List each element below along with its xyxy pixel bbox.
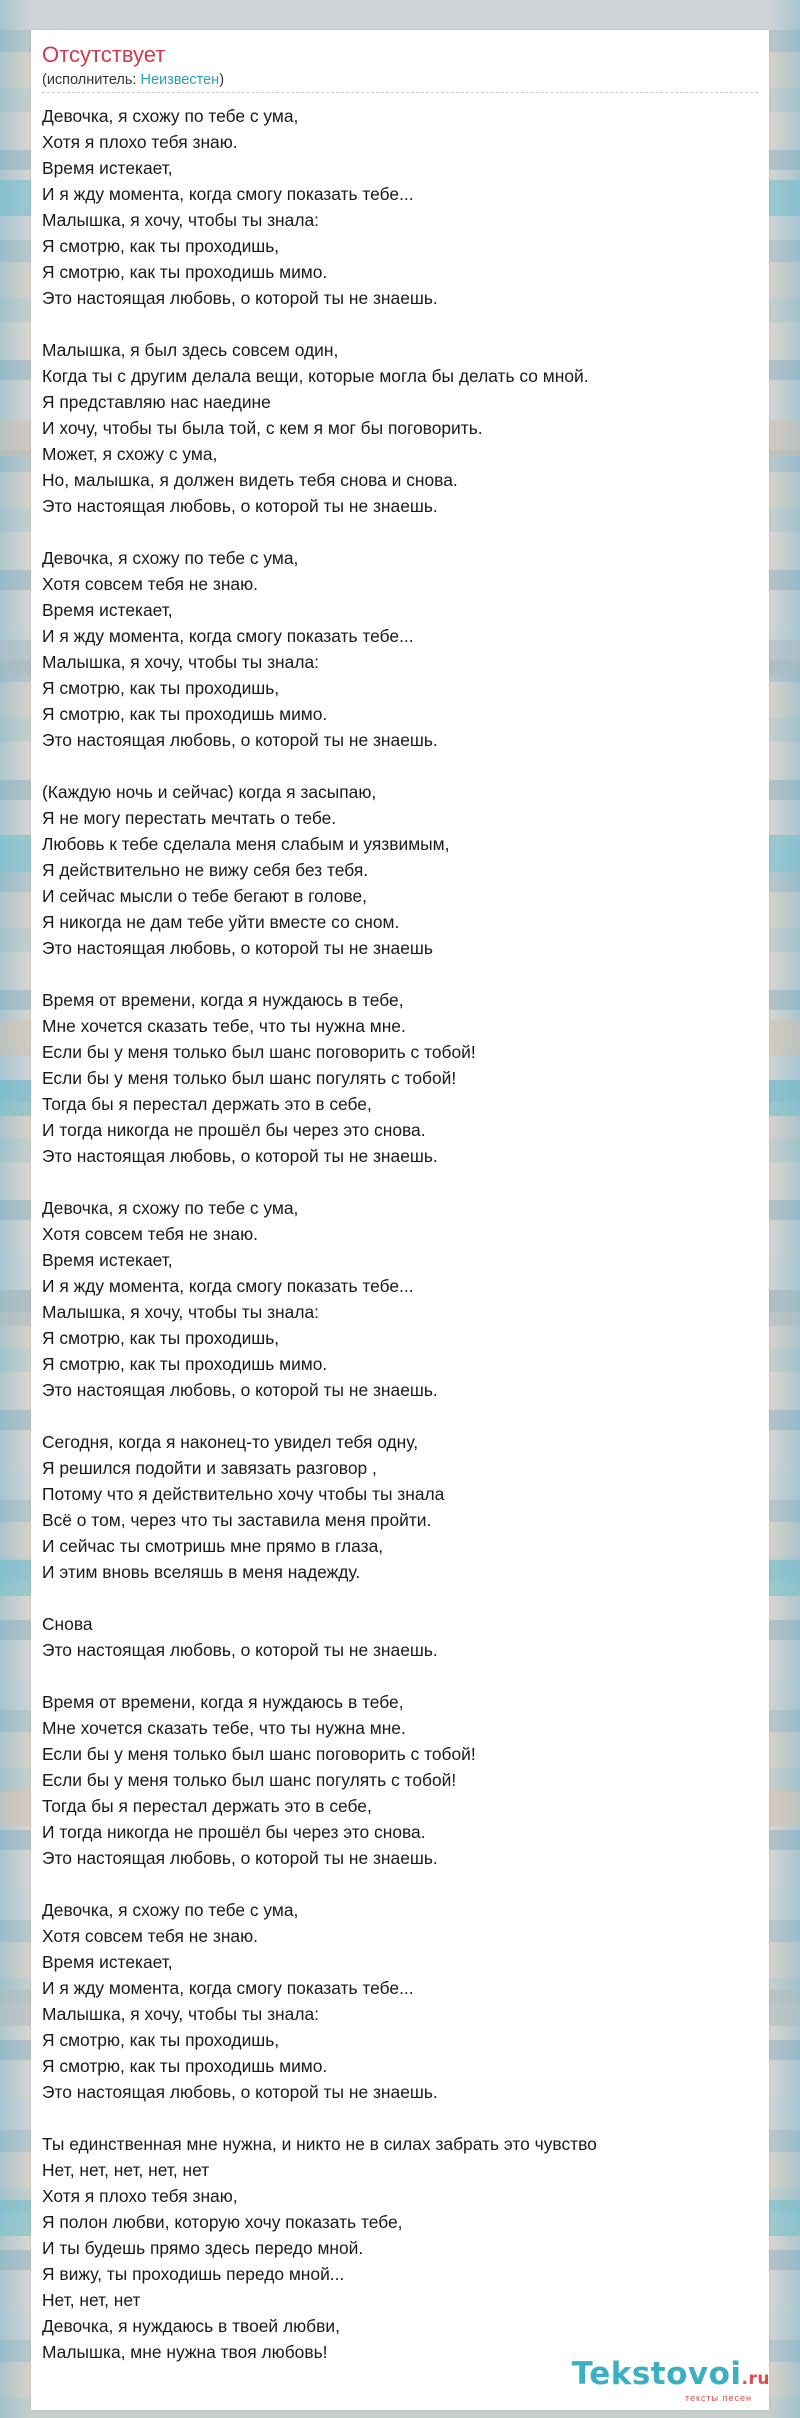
artist-prefix: (исполнитель: [42, 72, 141, 88]
lyric-line: Хотя совсем тебя не знаю. [42, 1926, 258, 1946]
lyric-line: Я действительно не вижу себя без тебя. [42, 860, 369, 880]
logo-wordmark [572, 2358, 770, 2395]
lyric-line: Девочка, я нуждаюсь в твоей любви, [42, 2316, 340, 2336]
lyrics-verse [42, 1195, 758, 1403]
lyric-line: Может, я схожу с ума, [42, 444, 218, 464]
lyric-line: Когда ты с другим делала вещи, которые могла бы делать со мной. [42, 366, 589, 386]
lyric-line: Малышка, я хочу, чтобы ты знала: [42, 1302, 319, 1322]
lyric-line: И я жду момента, когда смогу показать тебе... [42, 1978, 414, 1998]
lyrics-verse [42, 337, 758, 519]
lyric-line: Я смотрю, как ты проходишь мимо. [42, 704, 328, 724]
lyric-line: Я полон любви, которую хочу показать тебе, [42, 2212, 403, 2232]
lyric-line: Это настоящая любовь, о которой ты не знаешь. [42, 1146, 438, 1166]
lyrics-text [42, 103, 758, 2391]
lyric-line: Девочка, я схожу по тебе с ума, [42, 1198, 299, 1218]
lyric-line: Я представляю нас наедине [42, 392, 271, 412]
lyric-line: Малышка, мне нужна твоя любовь! [42, 2342, 328, 2362]
lyric-line: Я смотрю, как ты проходишь, [42, 2030, 280, 2050]
lyric-line: Я смотрю, как ты проходишь мимо. [42, 1354, 328, 1374]
song-title: Отсутствует [42, 42, 166, 67]
lyric-line: Время от времени, когда я нуждаюсь в тебе, [42, 1692, 404, 1712]
lyric-line: И хочу, чтобы ты была той, с кем я мог бы поговорить. [42, 418, 483, 438]
logo-tagline: тексты песен [684, 2393, 752, 2403]
lyric-line: И тогда никогда не прошёл бы через это снова. [42, 1120, 426, 1140]
lyric-line: Я решился подойти и завязать разговор , [42, 1458, 377, 1478]
lyric-line: Если бы у меня только был шанс погулять с тобой! [42, 1068, 457, 1088]
lyric-line: И этим вновь вселяшь в меня надежду. [42, 1562, 361, 1582]
lyric-line: И я жду момента, когда смогу показать тебе... [42, 184, 414, 204]
lyrics-verse [42, 1897, 758, 2105]
lyric-line: Хотя я плохо тебя знаю. [42, 132, 238, 152]
lyric-line: Мне хочется сказать тебе, что ты нужна мне. [42, 1016, 406, 1036]
lyric-line: И я жду момента, когда смогу показать тебе... [42, 626, 414, 646]
lyric-line: Малышка, я хочу, чтобы ты знала: [42, 2004, 319, 2024]
lyric-line: Ты единственная мне нужна, и никто не в силах забрать это чувство [42, 2134, 597, 2154]
lyric-line: Если бы у меня только был шанс поговорить с тобой! [42, 1744, 476, 1764]
lyrics-verse [42, 545, 758, 753]
lyric-line: Сегодня, когда я наконец-то увидел тебя одну, [42, 1432, 419, 1452]
lyric-line: Малышка, я был здесь совсем один, [42, 340, 339, 360]
lyric-line: Нет, нет, нет [42, 2290, 141, 2310]
lyrics-card [31, 30, 769, 2410]
lyric-line: И я жду момента, когда смогу показать тебе... [42, 1276, 414, 1296]
lyric-line: Я смотрю, как ты проходишь мимо. [42, 262, 328, 282]
lyric-line: Время истекает, [42, 1250, 173, 1270]
lyric-line: Мне хочется сказать тебе, что ты нужна мне. [42, 1718, 406, 1738]
lyric-line: Время истекает, [42, 1952, 173, 1972]
lyrics-verse [42, 1611, 758, 1663]
lyric-line: Тогда бы я перестал держать это в себе, [42, 1796, 372, 1816]
lyric-line: Я смотрю, как ты проходишь, [42, 678, 280, 698]
title-divider [42, 92, 758, 93]
lyric-line: Если бы у меня только был шанс погулять с тобой! [42, 1770, 457, 1790]
lyric-line: Девочка, я схожу по тебе с ума, [42, 548, 299, 568]
lyric-line: Время истекает, [42, 158, 173, 178]
lyric-line: И сейчас мысли о тебе бегают в голове, [42, 886, 367, 906]
lyric-line: Это настоящая любовь, о которой ты не знаешь. [42, 1380, 438, 1400]
lyric-line: Всё о том, через что ты заставила меня пройти. [42, 1510, 432, 1530]
lyric-line: Я никогда не дам тебе уйти вместе со сном. [42, 912, 400, 932]
lyric-line: Малышка, я хочу, чтобы ты знала: [42, 210, 319, 230]
lyric-line: (Каждую ночь и сейчас) когда я засыпаю, [42, 782, 377, 802]
lyric-line: Я смотрю, как ты проходишь мимо. [42, 2056, 328, 2076]
lyric-line: И тогда никогда не прошёл бы через это снова. [42, 1822, 426, 1842]
lyric-line: Хотя я плохо тебя знаю, [42, 2186, 238, 2206]
lyrics-verse [42, 1689, 758, 1871]
lyric-line: Нет, нет, нет, нет, нет [42, 2160, 210, 2180]
lyric-line: Это настоящая любовь, о которой ты не знаешь. [42, 288, 438, 308]
logo-tld: .ru [741, 2369, 770, 2389]
lyric-line: Я смотрю, как ты проходишь, [42, 1328, 280, 1348]
lyrics-verse [42, 987, 758, 1169]
lyric-line: И ты будешь прямо здесь передо мной. [42, 2238, 364, 2258]
lyric-line: Это настоящая любовь, о которой ты не знаешь. [42, 496, 438, 516]
lyric-line: Тогда бы я перестал держать это в себе, [42, 1094, 372, 1114]
lyric-line: Любовь к тебе сделала меня слабым и уязвимым, [42, 834, 450, 854]
lyric-line: Малышка, я хочу, чтобы ты знала: [42, 652, 319, 672]
lyric-line: Хотя совсем тебя не знаю. [42, 1224, 258, 1244]
lyric-line: Я вижу, ты проходишь передо мной... [42, 2264, 345, 2284]
lyrics-verse [42, 103, 758, 311]
artist-link[interactable]: Неизвестен [140, 72, 220, 88]
lyric-line: Снова [42, 1614, 93, 1634]
lyric-line: Время от времени, когда я нуждаюсь в тебе, [42, 990, 404, 1010]
lyrics-verse [42, 779, 758, 961]
lyric-line: Девочка, я схожу по тебе с ума, [42, 106, 299, 126]
background-left-stripe [0, 0, 30, 2418]
lyric-line: Девочка, я схожу по тебе с ума, [42, 1900, 299, 1920]
lyrics-verse [42, 2131, 758, 2365]
lyric-line: Я смотрю, как ты проходишь, [42, 236, 280, 256]
lyric-line: Это настоящая любовь, о которой ты не знаешь. [42, 1848, 438, 1868]
background-right-stripe [770, 0, 800, 2418]
lyric-line: Это настоящая любовь, о которой ты не знаешь. [42, 1640, 438, 1660]
lyrics-verse [42, 1429, 758, 1585]
lyric-line: Время истекает, [42, 600, 173, 620]
site-logo[interactable] [572, 2358, 770, 2403]
lyric-line: Это настоящая любовь, о которой ты не знаешь [42, 938, 433, 958]
artist-line [42, 72, 224, 88]
logo-word: Tekstovoi [571, 2356, 742, 2392]
lyric-line: Это настоящая любовь, о которой ты не знаешь. [42, 2082, 438, 2102]
lyric-line: Я не могу перестать мечтать о тебе. [42, 808, 337, 828]
artist-suffix: ) [219, 72, 225, 88]
lyric-line: Потому что я действительно хочу чтобы ты знала [42, 1484, 445, 1504]
lyric-line: Если бы у меня только был шанс поговорить с тобой! [42, 1042, 476, 1062]
lyric-line: Но, малышка, я должен видеть тебя снова и снова. [42, 470, 458, 490]
lyric-line: Хотя совсем тебя не знаю. [42, 574, 258, 594]
lyric-line: Это настоящая любовь, о которой ты не знаешь. [42, 730, 438, 750]
lyric-line: И сейчас ты смотришь мне прямо в глаза, [42, 1536, 384, 1556]
